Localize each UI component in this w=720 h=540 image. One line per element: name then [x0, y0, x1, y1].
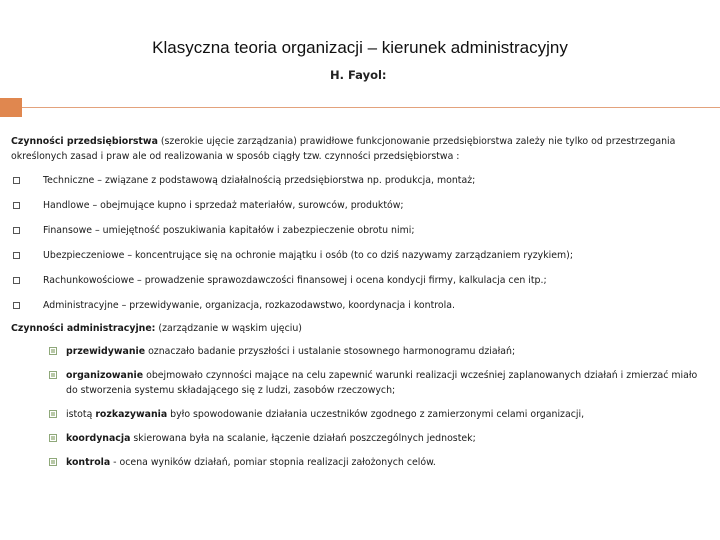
list-item [11, 198, 711, 223]
item-term: przewidywanie [66, 346, 146, 357]
list-item-text: Rachunkowościowe – prowadzenie sprawozdawczości finansowej i ocena kondycji firmy, kalkulacja cen itp.; [43, 275, 547, 286]
intro-text: (szerokie ujęcie zarządzania) prawidłowe funkcjonowanie przedsiębiorstwa zależy nie tylko od przestrzegania określonych zasad i praw ale od realizowania w sposób ciągły tzw. czynności przedsiębiorstwa : [11, 136, 676, 162]
admin-functions-list [48, 344, 711, 470]
square-bullet-icon [49, 371, 57, 379]
item-term: rozkazywania [95, 409, 168, 420]
item-term: koordynacja [66, 433, 131, 444]
admin-text: (zarządzanie w wąskim ujęciu) [155, 323, 302, 334]
list-item [48, 344, 711, 359]
item-text: skierowana była na scalanie, łączenie działań poszczególnych jednostek; [130, 433, 476, 444]
item-term: organizowanie [66, 370, 144, 381]
list-item [11, 223, 711, 248]
intro-bold: Czynności przedsiębiorstwa [11, 136, 158, 147]
square-bullet-icon [13, 227, 20, 234]
square-bullet-icon [13, 302, 20, 309]
square-bullet-icon [49, 458, 57, 466]
square-bullet-icon [49, 347, 57, 355]
item-text: - ocena wyników działań, pomiar stopnia realizacji założonych celów. [110, 457, 436, 468]
list-item-text: Finansowe – umiejętność poszukiwania kapitałów i zabezpieczenie obrotu nimi; [43, 225, 415, 236]
admin-paragraph [11, 321, 711, 336]
item-prefix: istotą [66, 409, 96, 420]
square-bullet-icon [49, 434, 57, 442]
list-item [11, 273, 711, 298]
square-bullet-icon [13, 277, 20, 284]
page-title: Klasyczna teoria organizacji – kierunek administracyjny [152, 38, 568, 57]
item-text: obejmowało czynności mające na celu zapewnić warunki realizacji wcześniej zaplanowanych działań i zmierzać miało do stworzenia systemu składającego się z ludzi, zasobów rzeczowych; [66, 370, 698, 396]
list-item [48, 431, 711, 446]
square-bullet-icon [49, 410, 57, 418]
list-item-text: Techniczne – związane z podstawową działalnością przedsiębiorstwa np. produkcja, montaż; [43, 175, 476, 186]
item-text: było spowodowanie działania uczestników zgodnego z zamierzonymi celami organizacji, [167, 409, 585, 420]
list-item [11, 298, 711, 323]
list-item [48, 368, 711, 398]
square-bullet-icon [13, 202, 20, 209]
activities-list [11, 173, 711, 323]
intro-paragraph [11, 134, 711, 164]
square-bullet-icon [13, 252, 20, 259]
square-bullet-icon [13, 177, 20, 184]
list-item [48, 407, 711, 422]
item-text: oznaczało badanie przyszłości i ustalanie stosownego harmonogramu działań; [145, 346, 516, 357]
list-item-text: Ubezpieczeniowe – koncentrujące się na ochronie majątku i osób (to co dziś nazywamy zarządzaniem ryzykiem); [43, 250, 573, 261]
accent-block [0, 98, 22, 117]
list-item-text: Administracyjne – przewidywanie, organizacja, rozkazodawstwo, koordynacja i kontrola. [43, 300, 455, 311]
header-divider [22, 107, 720, 108]
page-subtitle: H. Fayol: [330, 68, 387, 82]
list-item [11, 248, 711, 273]
list-item-text: Handlowe – obejmujące kupno i sprzedaż materiałów, surowców, produktów; [43, 200, 404, 211]
slide-content [11, 134, 711, 479]
item-term: kontrola [66, 457, 111, 468]
admin-bold: Czynności administracyjne: [11, 323, 156, 334]
list-item [11, 173, 711, 198]
list-item [48, 455, 711, 470]
